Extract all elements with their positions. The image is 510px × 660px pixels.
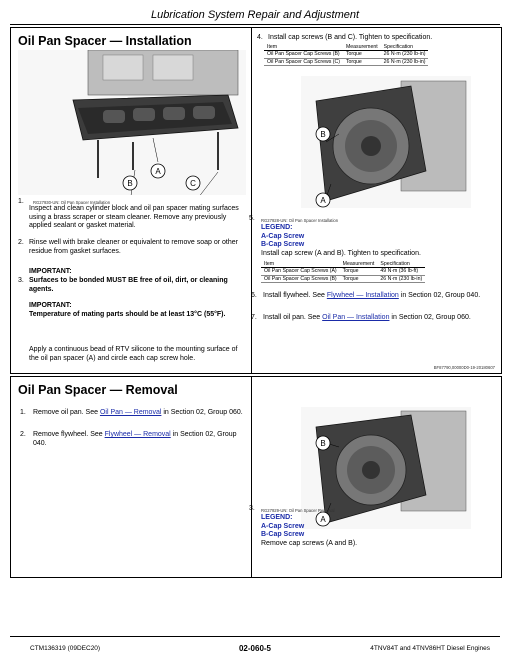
- spec-row: Oil Pan Spacer Cap Screws (C) Torque 26 N·m (230 lb-in): [264, 58, 428, 65]
- step-number: 2.: [18, 239, 24, 246]
- oil-pan-removal-link[interactable]: Oil Pan — Removal: [99, 409, 162, 416]
- step-2-text: Rinse well with brake cleaner or equivalent to remove soap or other residue from gasket surfaces.: [29, 239, 238, 255]
- step-number: 2.: [20, 431, 26, 438]
- document-id: BF87790,00000D0-19-20180607: [433, 365, 495, 370]
- legend-title: LEGEND:: [261, 224, 293, 231]
- footer-engine-models: 4TNV84T and 4TNV86HT Diesel Engines: [370, 645, 490, 652]
- svg-text:C: C: [190, 179, 196, 188]
- footer-doc-code: CTM136319 (09DEC20): [30, 645, 101, 652]
- callout-b: [316, 436, 330, 450]
- callout-a: [316, 512, 330, 526]
- legend-item-b: B-Cap Screw: [261, 531, 305, 538]
- legend-title: LEGEND:: [261, 514, 293, 521]
- callout-b: [123, 176, 137, 190]
- installation-section: [10, 27, 502, 374]
- svg-text:A: A: [155, 167, 161, 176]
- spec-table-2: Item Measurement Specification Oil Pan Spacer Cap Screws (A) Torque 49 N·m (36 lb-ft) Oil Pan Spacer Cap Screws (B) Torque 26 N·m (230 lb-in): [261, 261, 425, 283]
- figure-caption: RG27929-UN: Oil Pan Spacer Removal: [261, 508, 335, 513]
- flywheel-installation-link[interactable]: Flywheel — Installation: [326, 292, 399, 299]
- svg-text:B: B: [320, 439, 326, 448]
- removal-section: [10, 376, 502, 578]
- footer-page-number: 02-060-5: [238, 644, 272, 653]
- installation-title: Oil Pan Spacer — Installation: [18, 34, 192, 48]
- flywheel-housing-figure: [301, 76, 471, 208]
- svg-text:B: B: [320, 130, 326, 139]
- oil-pan-spacer-installation-figure: [18, 50, 246, 195]
- callout-b: [316, 127, 330, 141]
- step-5-text: Install cap screw (A and B). Tighten to specification.: [261, 250, 421, 257]
- step-4-text: Install cap screws (B and C). Tighten to specification.: [268, 34, 433, 41]
- svg-text:A: A: [320, 515, 326, 524]
- page-header: Lubrication System Repair and Adjustment: [10, 4, 500, 25]
- removal-title: Oil Pan Spacer — Removal: [18, 383, 178, 397]
- figure-caption: RG27928-UN: Oil Pan Spacer Installation: [261, 218, 339, 223]
- step-6-text: Install flywheel. See Flywheel — Installation in Section 02, Group 040.: [263, 292, 481, 299]
- temperature-note: Temperature of mating parts should be at least 13°C (55°F).: [29, 311, 226, 318]
- rtv-note: Apply a continuous bead of RTV silicone to the mounting surface of the oil pan spacer (A) and circle each cap screw hole.: [29, 346, 238, 362]
- removal-step-2-text: Remove flywheel. See Flywheel — Removal in Section 02, Group 040.: [33, 431, 237, 447]
- step-number: 3.: [249, 505, 255, 512]
- spec-table-1: Item Measurement Specification Oil Pan Spacer Cap Screws (B) Torque 26 N·m (230 lb-in) Oil Pan Spacer Cap Screws (C) Torque 26 N·m (230 lb-in): [264, 44, 428, 66]
- flywheel-housing-illustration: [301, 76, 471, 208]
- legend-item-a: A-Cap Screw: [261, 233, 305, 240]
- step-number: 1.: [20, 409, 26, 416]
- oil-pan-installation-link[interactable]: Oil Pan — Installation: [322, 314, 390, 321]
- spec-row: Oil Pan Spacer Cap Screws (B) Torque 26 N·m (230 lb-in): [264, 51, 428, 58]
- legend-item-a: A-Cap Screw: [261, 523, 305, 530]
- step-3-text: Surfaces to be bonded MUST BE free of oil, dirt, or cleaning agents.: [29, 277, 228, 293]
- spec-row: Oil Pan Spacer Cap Screws (B) Torque 26 N·m (230 lb-in): [261, 275, 425, 282]
- important-label: IMPORTANT:: [29, 302, 72, 309]
- step-1-text: Inspect and clean cylinder block and oil pan spacer mating surfaces using a brass scraper or steam cleaner. Remove any previously applied sealant or gasket material.: [29, 205, 239, 230]
- svg-text:A: A: [320, 196, 326, 205]
- important-label: IMPORTANT:: [29, 268, 72, 275]
- callout-a: [316, 193, 330, 207]
- step-7-text: Install oil pan. See Oil Pan — Installation in Section 02, Group 060.: [263, 314, 471, 321]
- page-footer: [10, 636, 500, 653]
- step-number: 6.: [251, 292, 257, 299]
- legend-item-b: B-Cap Screw: [261, 241, 305, 248]
- removal-step-1-text: Remove oil pan. See Oil Pan — Removal in Section 02, Group 060.: [33, 409, 243, 416]
- step-number: 1.: [18, 198, 24, 205]
- callout-c: [186, 176, 200, 190]
- step-number: 4.: [257, 34, 263, 41]
- figure-caption: RG27930-UN: Oil Pan Spacer Installation: [33, 200, 111, 205]
- removal-step-3-text: Remove cap screws (A and B).: [261, 540, 358, 547]
- flywheel-removal-link[interactable]: Flywheel — Removal: [104, 431, 171, 438]
- step-number: 5.: [249, 215, 255, 222]
- engine-block-illustration: [18, 50, 246, 195]
- svg-text:B: B: [127, 179, 133, 188]
- spec-row: Oil Pan Spacer Cap Screws (A) Torque 49 N·m (36 lb-ft): [261, 268, 425, 275]
- column-divider: [251, 377, 252, 577]
- step-number: 7.: [251, 314, 257, 321]
- step-number: 3.: [18, 277, 24, 284]
- callout-a: [151, 164, 165, 178]
